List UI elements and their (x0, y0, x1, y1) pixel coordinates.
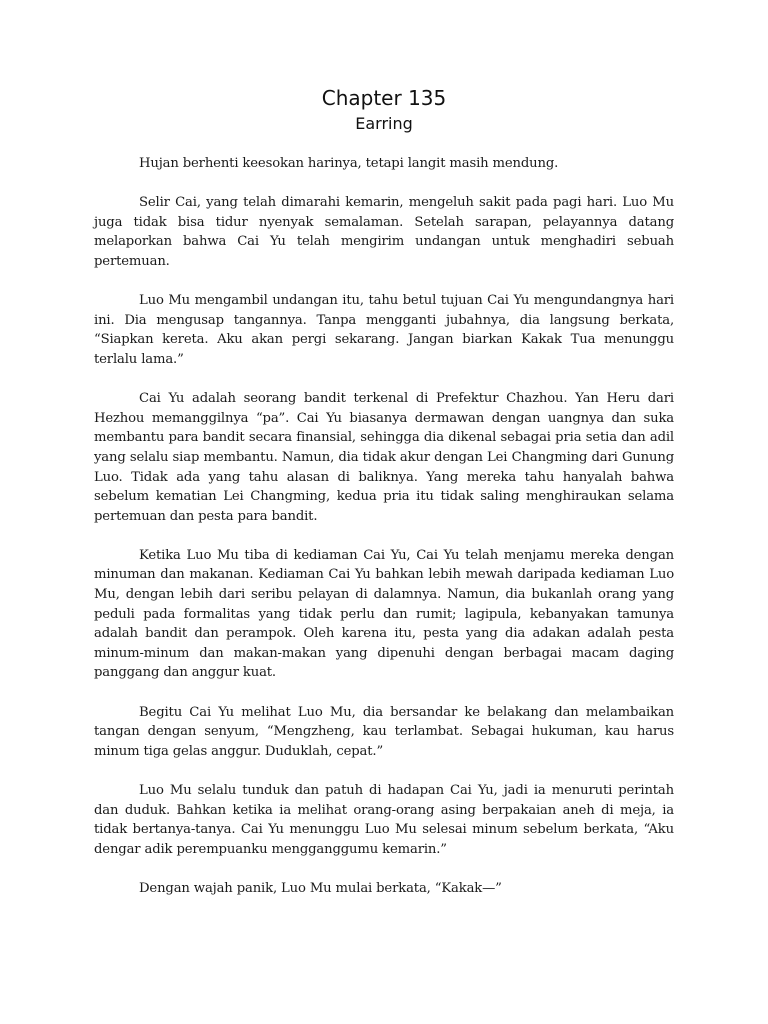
paragraph: Hujan berhenti keesokan harinya, tetapi langit masih mendung. (139, 156, 559, 171)
paragraph: Luo Mu mengambil undangan itu, tahu betul tujuan Cai Yu mengundangnya hari ini. Dia mengusap tangannya. Tanpa mengganti jubahnya, dia langsung berkata, “Siapkan kereta. Aku akan pergi sekarang. Jangan biarkan Kakak Tua menunggu terlalu lama.” (94, 293, 674, 367)
paragraph: Ketika Luo Mu tiba di kediaman Cai Yu, Cai Yu telah menjamu mereka dengan minuman dan makanan. Kediaman Cai Yu bahkan lebih mewah daripada kediaman Luo Mu, dengan lebih dari seribu pelayan di dalamnya. Namun, dia bukanlah orang yang peduli pada formalitas yang tidak perlu dan rumit; lagipula, kebanyakan tamunya adalah bandit dan perampok. Oleh karena itu, pesta yang dia adakan adalah pesta minum-minum dan makan-makan yang dipenuhi dengan berbagai macam daging panggang dan anggur kuat. (94, 547, 674, 681)
paragraph: Selir Cai, yang telah dimarahi kemarin, mengeluh sakit pada pagi hari. Luo Mu juga tidak bisa tidur nyenyak semalaman. Setelah sarapan, pelayannya datang melaporkan bahwa Cai Yu telah mengirim undangan untuk menghadiri sebuah pertemuan. (94, 195, 674, 269)
chapter-subtitle: Earring (355, 114, 413, 133)
paragraph: Begitu Cai Yu melihat Luo Mu, dia bersandar ke belakang dan melambaikan tangan dengan senyum, “Mengzheng, kau terlambat. Sebagai hukuman, kau harus minum tiga gelas anggur. Duduklah, cepat.” (94, 704, 674, 759)
paragraph: Luo Mu selalu tunduk dan patuh di hadapan Cai Yu, jadi ia menuruti perintah dan duduk. Bahkan ketika ia melihat orang-orang asing berpakaian aneh di meja, ia tidak bertanya-tanya. Cai Yu menunggu Luo Mu selesai minum sebelum berkata, “Aku dengar adik perempuanku mengganggumu kemarin.” (94, 783, 674, 857)
chapter-body (94, 154, 674, 918)
paragraph: Dengan wajah panik, Luo Mu mulai berkata, “Kakak—” (139, 880, 502, 896)
chapter-title: Chapter 135 (321, 86, 447, 110)
paragraph: Cai Yu adalah seorang bandit terkenal di Prefektur Chazhou. Yan Heru dari Hezhou memanggilnya “pa”. Cai Yu biasanya dermawan dengan uangnya dan suka membantu para bandit secara finansial, sehingga dia dikenal sebagai pria setia dan adil yang selalu siap membantu. Namun, dia tidak akur dengan Lei Changming dari Gunung Luo. Tidak ada yang tahu alasan di baliknya. Yang mereka tahu hanyalah bahwa sebelum kematian Lei Changming, kedua pria itu tidak saling menghiraukan selama pertemuan dan pesta para bandit. (94, 391, 674, 524)
